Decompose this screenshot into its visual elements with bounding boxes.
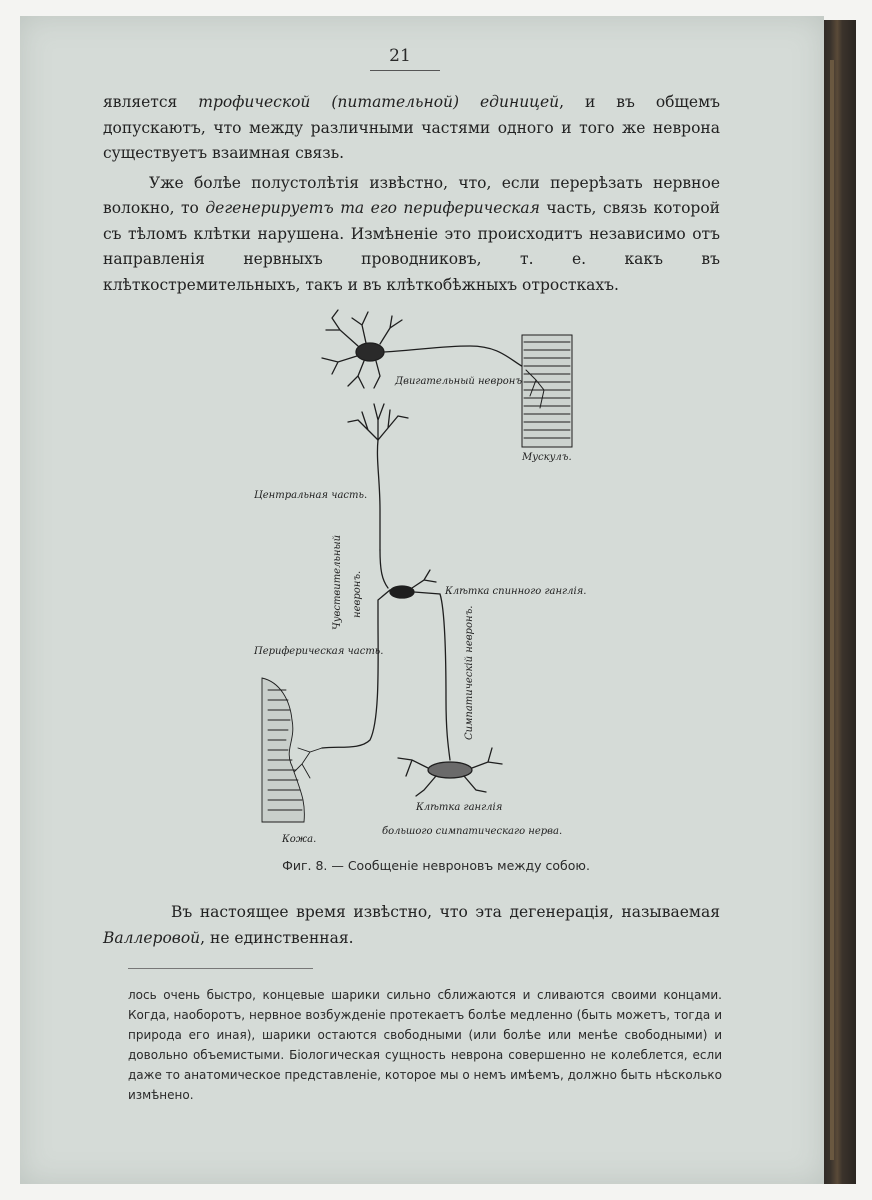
book-spine-edge: [822, 20, 856, 1184]
paragraph-3: [103, 900, 720, 951]
paragraph-1-text-b: , и въ общемъ допускаютъ, что между различными частями одного и того же неврона существуетъ взаимная связь.: [103, 93, 720, 162]
label-central-part: Центральная часть.: [254, 490, 368, 501]
paragraph-3-text-b: , не единственная.: [200, 928, 354, 947]
label-sympathetic-neuron: Симпатическій невронъ.: [464, 605, 475, 740]
body-text-top: [103, 90, 720, 298]
paragraph-2: [103, 171, 720, 299]
sensory-central-drawing: [348, 404, 408, 550]
label-ganglion-cell-2: большого симпатическаго нерва.: [382, 826, 563, 837]
label-ganglion-cell-1: Клѣтка ганглія: [416, 802, 503, 813]
paragraph-2-italic: дегенерируетъ та его периферическая: [205, 199, 540, 217]
paragraph-3-italic: Валлеровой: [103, 928, 201, 947]
paragraph-1-italic: трофической (питательной) единицей: [198, 93, 560, 111]
page-number: 21: [389, 46, 411, 66]
figure-caption: Фиг. 8. — Сообщеніе невроновъ между собою.: [282, 858, 590, 873]
label-skin: Кожа.: [282, 834, 317, 845]
label-peripheral-part: Периферическая часть.: [254, 646, 384, 657]
paragraph-3-text-a: Въ настоящее время извѣстно, что эта дегенерація, называемая: [171, 903, 720, 921]
label-spinal-ganglion-cell: Клѣтка спинного ганглія.: [445, 586, 587, 597]
paragraph-1: [103, 90, 720, 167]
paragraph-2-text-b: часть, связь которой съ тѣломъ клѣтки нарушена. Измѣненіе это происходитъ независимо отъ направленія нервныхъ проводниковъ, т. е. какъ въ клѣткостремительныхъ, такъ и въ клѣткобѣжныхъ отросткахъ.: [103, 199, 720, 294]
skin-drawing: [262, 678, 322, 822]
figure-neuron-diagram: [240, 300, 620, 860]
label-sensory-neuron-2: невронъ.: [352, 570, 363, 618]
label-sensory-neuron-1: Чувствительный: [332, 534, 343, 630]
footnote: лось очень быстро, концевые шарики сильно сближаются и сливаются своими концами. Когда, наоборотъ, нервное возбужденіе протекаетъ болѣе медленно (быть можетъ, тогда и природа его иная), шарики остаются свободными (или болѣе или менѣе свободными) и довольно объемистыми. Біологическая сущность неврона совершенно не колеблется, если даже то анатомическое представленіе, которое мы о немъ имѣемъ, должно быть нѣсколько измѣнено.: [128, 988, 722, 1102]
footnote-rule: [128, 968, 313, 969]
paragraph-2-text-a: Уже болѣе полустолѣтія извѣстно, что, если перерѣзать нервное волокно, то: [103, 173, 720, 217]
paragraph-1-text-a: является: [103, 93, 199, 111]
label-muscle: Мускулъ.: [522, 452, 572, 463]
sympathetic-neuron-drawing: [398, 592, 502, 796]
page-number-rule: [370, 70, 440, 71]
label-motor-neuron: Двигательный невронъ: [395, 376, 522, 387]
body-text-bottom: [103, 900, 720, 951]
book-spine-edge-highlight: [830, 60, 834, 1160]
muscle-drawing: [522, 335, 572, 447]
